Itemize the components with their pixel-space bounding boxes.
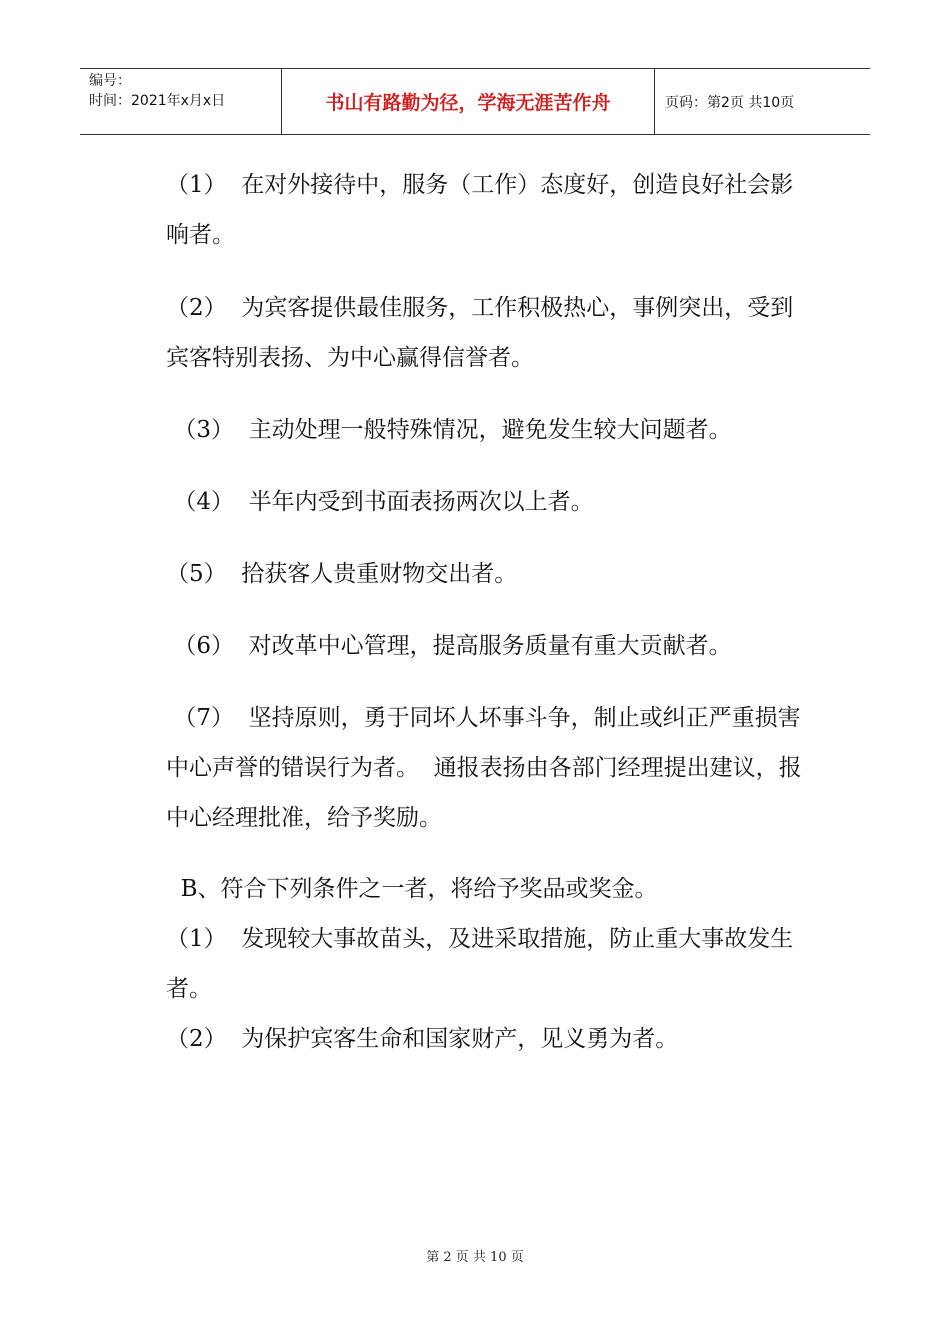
document-number-label: 编号： [89,73,131,89]
page-header [80,68,870,135]
paragraph-7: （7） 坚持原则，勇于同坏人坏事斗争，制止或纠正严重损害中心声誉的错误行为者。 通报表扬由各部门经理提出建议，报中心经理批准，给予奖励。 [166,705,802,831]
paragraph-9: （1） 发现较大事故苗头，及进采取措施，防止重大事故发生者。 [166,926,794,1002]
paragraph-8: B、符合下列条件之一者，将给予奖品或奖金。 [166,876,658,902]
header-page-info: 页码：第2页 共10页 [665,94,795,111]
paragraph-2: （2） 为宾客提供最佳服务，工作积极热心，事例突出，受到宾客特别表扬、为中心赢得信誉者。 [166,295,794,371]
paragraph-6: （6） 对改革中心管理，提高服务质量有重大贡献者。 [166,633,732,659]
document-time-label: 时间：2021年x月x日 [89,93,226,109]
paragraph-4: （4） 半年内受到书面表扬两次以上者。 [166,489,594,515]
header-meta [80,69,282,134]
paragraph-5: （5） 拾获客人贵重财物交出者。 [166,561,518,587]
header-slogan: 书山有路勤为径，学海无涯苦作舟 [282,69,655,134]
paragraph-3: （3） 主动处理一般特殊情况，避免发生较大问题者。 [166,417,732,443]
paragraph-1: （1） 在对外接待中，服务（工作）态度好，创造良好社会影响者。 [166,172,794,248]
page-footer: 第 2 页 共 10 页 [426,1250,524,1265]
paragraph-10: （2） 为保护宾客生命和国家财产，见义勇为者。 [166,1026,679,1052]
